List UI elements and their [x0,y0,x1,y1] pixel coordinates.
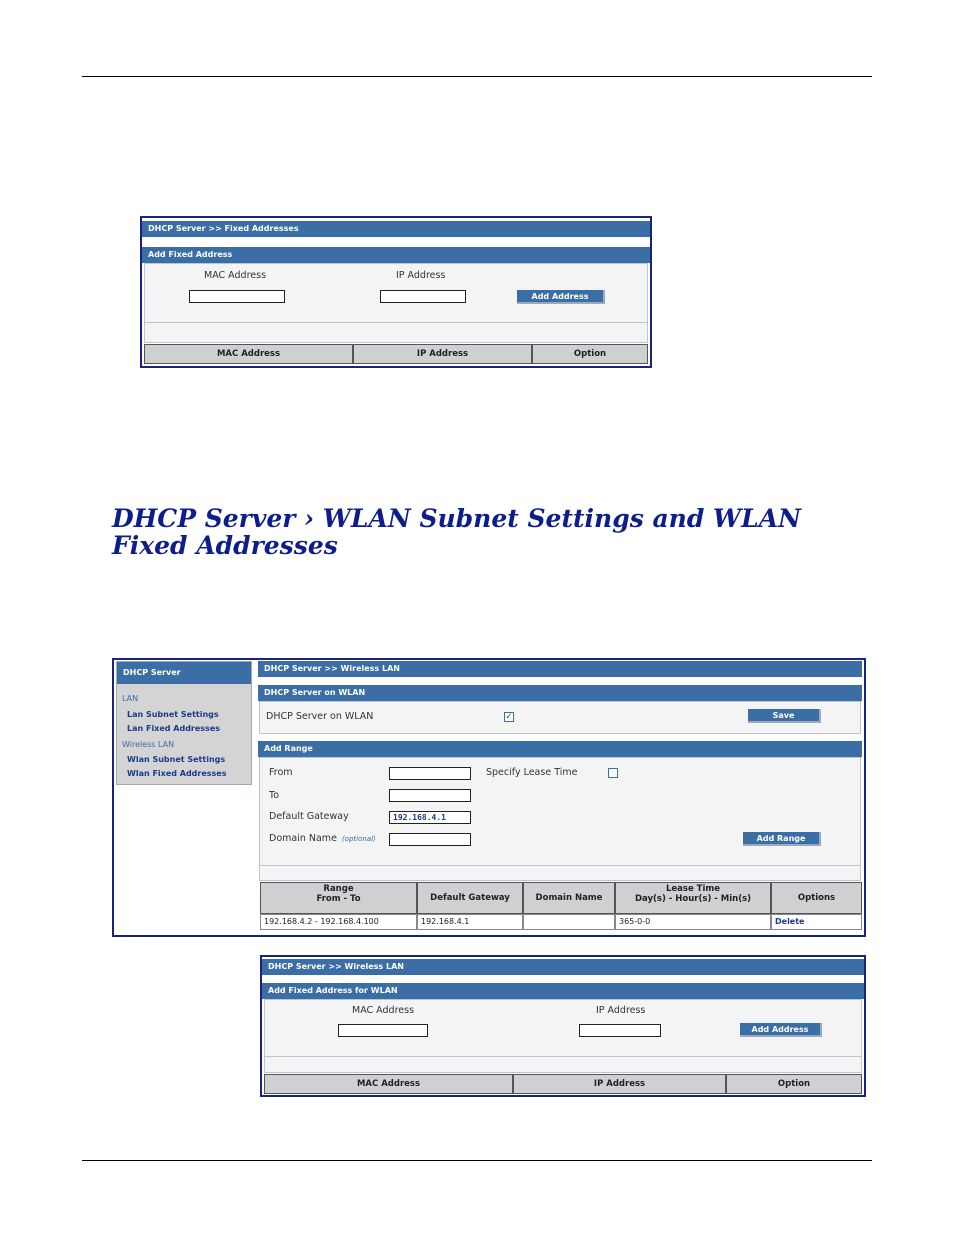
default-gateway-input[interactable]: 192.168.4.1 [389,811,471,824]
mac-address-input[interactable] [338,1024,428,1037]
cell-lease: 365-0-0 [615,914,771,930]
ip-address-label: IP Address [396,270,446,281]
sidebar-item-wlan-fixed-addresses[interactable]: Wlan Fixed Addresses [127,769,227,778]
domain-name-input[interactable] [389,833,471,846]
section-heading: DHCP Server › WLAN Subnet Settings and WLAN Fixed Addresses [112,504,801,560]
column-lease-line2: Day(s) - Hour(s) - Min(s) [634,894,752,904]
sidebar-group-lan: LAN [122,694,139,703]
add-range-title: Add Range [258,741,862,757]
divider [264,1056,862,1057]
breadcrumb: DHCP Server >> Wireless LAN [258,661,862,677]
ip-address-input[interactable] [579,1024,661,1037]
wlan-fixed-addresses-panel [260,955,866,1097]
column-lease-line1: Lease Time [665,884,721,894]
section-title: Add Fixed Address for WLAN [262,983,864,999]
header-rule [82,76,872,77]
to-label: To [269,790,280,801]
column-range [260,882,417,914]
to-input[interactable] [389,789,471,802]
divider [259,865,861,866]
sidebar-item-lan-fixed-addresses[interactable]: Lan Fixed Addresses [127,724,221,733]
column-lease-time [615,882,771,914]
breadcrumb: DHCP Server >> Wireless LAN [262,959,864,975]
dhcp-on-wlan-checkbox[interactable]: ✓ [505,712,513,722]
sidebar [116,661,252,785]
column-domain-name: Domain Name [523,882,615,914]
cell-gateway: 192.168.4.1 [417,914,523,930]
divider [144,322,648,323]
domain-name-text: Domain Name [269,833,337,844]
sidebar-group-wireless-lan: Wireless LAN [122,740,175,749]
default-gateway-label: Default Gateway [269,811,349,822]
column-options: Options [771,882,862,914]
sidebar-header: DHCP Server [117,662,251,684]
ip-address-input[interactable] [380,290,466,303]
mac-address-label: MAC Address [352,1005,415,1016]
column-ip-address: IP Address [353,344,532,364]
save-button[interactable]: Save [748,709,821,723]
add-address-button[interactable]: Add Address [740,1023,822,1037]
cell-range: 192.168.4.2 - 192.168.4.100 [260,914,417,930]
add-address-button[interactable]: Add Address [517,290,605,304]
sidebar-item-wlan-subnet-settings[interactable]: Wlan Subnet Settings [127,755,226,764]
column-range-line2: From - To [316,894,361,904]
column-mac-address: MAC Address [144,344,353,364]
sidebar-item-lan-subnet-settings[interactable]: Lan Subnet Settings [127,710,219,719]
cell-domain [523,914,615,930]
column-range-line1: Range [323,884,354,894]
column-option: Option [532,344,648,364]
lease-time-checkbox[interactable] [608,768,618,778]
breadcrumb: DHCP Server >> Fixed Addresses [142,221,650,237]
column-ip-address: IP Address [513,1074,726,1094]
dhcp-on-wlan-label: DHCP Server on WLAN [266,711,374,722]
column-default-gateway: Default Gateway [417,882,523,914]
ip-address-label: IP Address [596,1005,646,1016]
column-mac-address: MAC Address [264,1074,513,1094]
mac-address-input[interactable] [189,290,285,303]
lan-fixed-addresses-panel [140,216,652,368]
dhcp-on-wlan-title: DHCP Server on WLAN [258,685,862,701]
from-input[interactable] [389,767,471,780]
footer-rule [82,1160,872,1161]
wlan-content [258,660,862,935]
delete-link[interactable]: Delete [771,914,862,930]
section-title: Add Fixed Address [142,247,650,263]
column-option: Option [726,1074,862,1094]
add-range-button[interactable]: Add Range [743,832,821,846]
mac-address-label: MAC Address [204,270,267,281]
lease-time-label: Specify Lease Time [486,767,578,778]
domain-name-label [269,833,376,844]
from-label: From [269,767,293,778]
domain-optional-note: (optional) [341,835,376,843]
